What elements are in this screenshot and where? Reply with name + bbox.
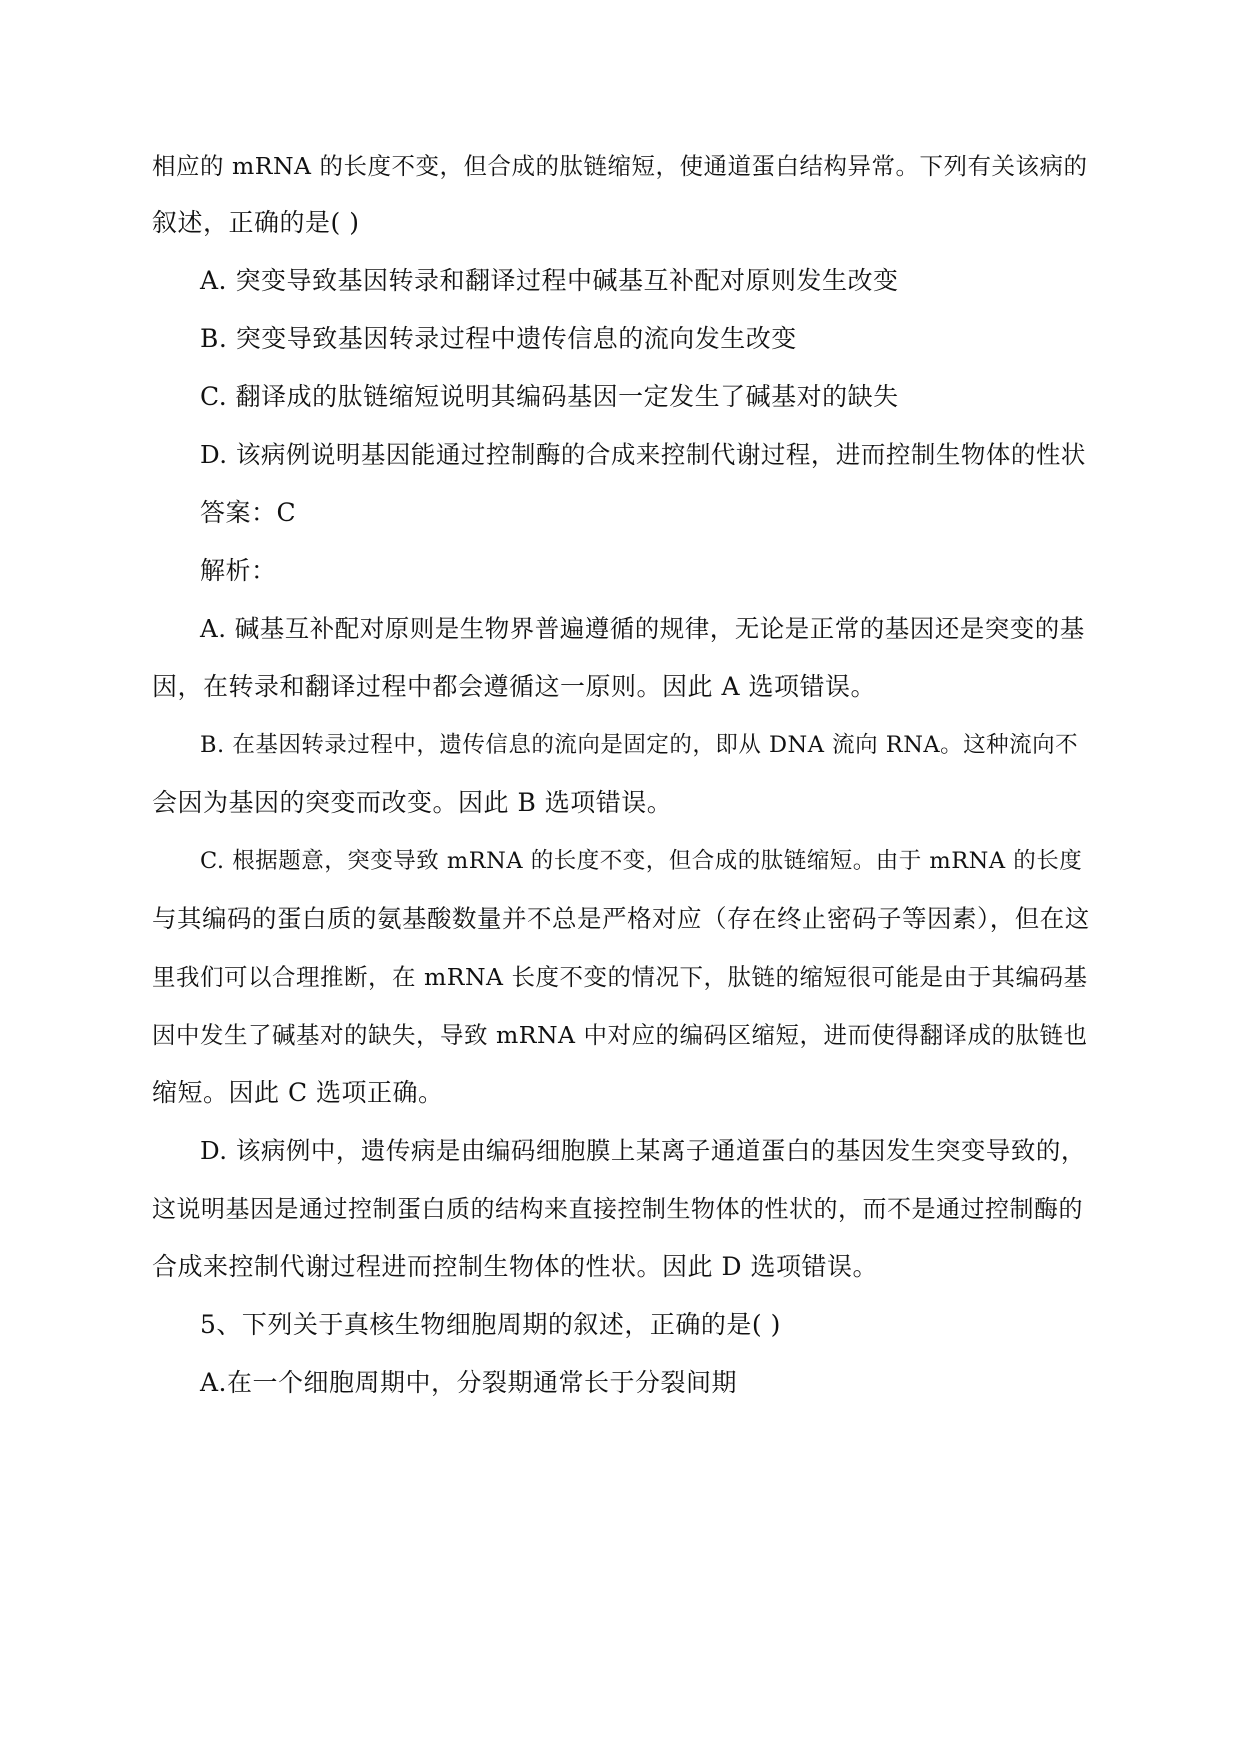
question-4-stem-line-1: 相应的 mRNA 的长度不变，但合成的肽链缩短，使通道蛋白结构异常。下列有关该病的 — [152, 152, 1088, 180]
analysis-b-line-1: B. 在基因转录过程中，遗传信息的流向是固定的，即从 DNA 流向 RNA。这种流向不 — [200, 732, 1079, 758]
question-4-option-a: A. 突变导致基因转录和翻译过程中碱基互补配对原则发生改变 — [200, 266, 899, 295]
analysis-c-line-5: 缩短。因此 C 选项正确。 — [152, 1078, 444, 1107]
analysis-c-line-2: 与其编码的蛋白质的氨基酸数量并不总是严格对应（存在终止密码子等因素），但在这 — [152, 904, 1090, 933]
question-4-stem-line-2: 叙述，正确的是( ) — [152, 208, 360, 237]
analysis-c-line-1: C. 根据题意，突变导致 mRNA 的长度不变，但合成的肽链缩短。由于 mRNA 的长度 — [200, 848, 1083, 874]
analysis-d-line-2: 这说明基因是通过控制蛋白质的结构来直接控制生物体的性状的，而不是通过控制酶的 — [152, 1195, 1083, 1223]
question-4-option-b: B. 突变导致基因转录过程中遗传信息的流向发生改变 — [200, 324, 797, 353]
analysis-a-line-2: 因，在转录和翻译过程中都会遵循这一原则。因此 A 选项错误。 — [152, 672, 876, 701]
answer-line: 答案：C — [200, 498, 297, 527]
question-5-stem: 5、下列关于真核生物细胞周期的叙述，正确的是( ) — [200, 1310, 781, 1339]
analysis-a-line-1: A. 碱基互补配对原则是生物界普遍遵循的规律，无论是正常的基因还是突变的基 — [200, 614, 1085, 643]
document-page — [152, 0, 1092, 1754]
analysis-c-line-3: 里我们可以合理推断，在 mRNA 长度不变的情况下，肽链的缩短很可能是由于其编码基 — [152, 963, 1088, 991]
analysis-d-line-3: 合成来控制代谢过程进而控制生物体的性状。因此 D 选项错误。 — [152, 1252, 878, 1281]
question-4-option-c: C. 翻译成的肽链缩短说明其编码基因一定发生了碱基对的缺失 — [200, 382, 899, 411]
analysis-d-line-1: D. 该病例中，遗传病是由编码细胞膜上某离子通道蛋白的基因发生突变导致的， — [200, 1136, 1086, 1165]
analysis-c-line-4: 因中发生了碱基对的缺失，导致 mRNA 中对应的编码区缩短，进而使得翻译成的肽链也 — [152, 1021, 1088, 1049]
question-4-option-d: D. 该病例说明基因能通过控制酶的合成来控制代谢过程，进而控制生物体的性状 — [200, 440, 1086, 469]
analysis-b-line-2: 会因为基因的突变而改变。因此 B 选项错误。 — [152, 788, 673, 817]
analysis-heading: 解析： — [200, 556, 277, 585]
question-5-option-a: A.在一个细胞周期中，分裂期通常长于分裂间期 — [200, 1368, 738, 1397]
